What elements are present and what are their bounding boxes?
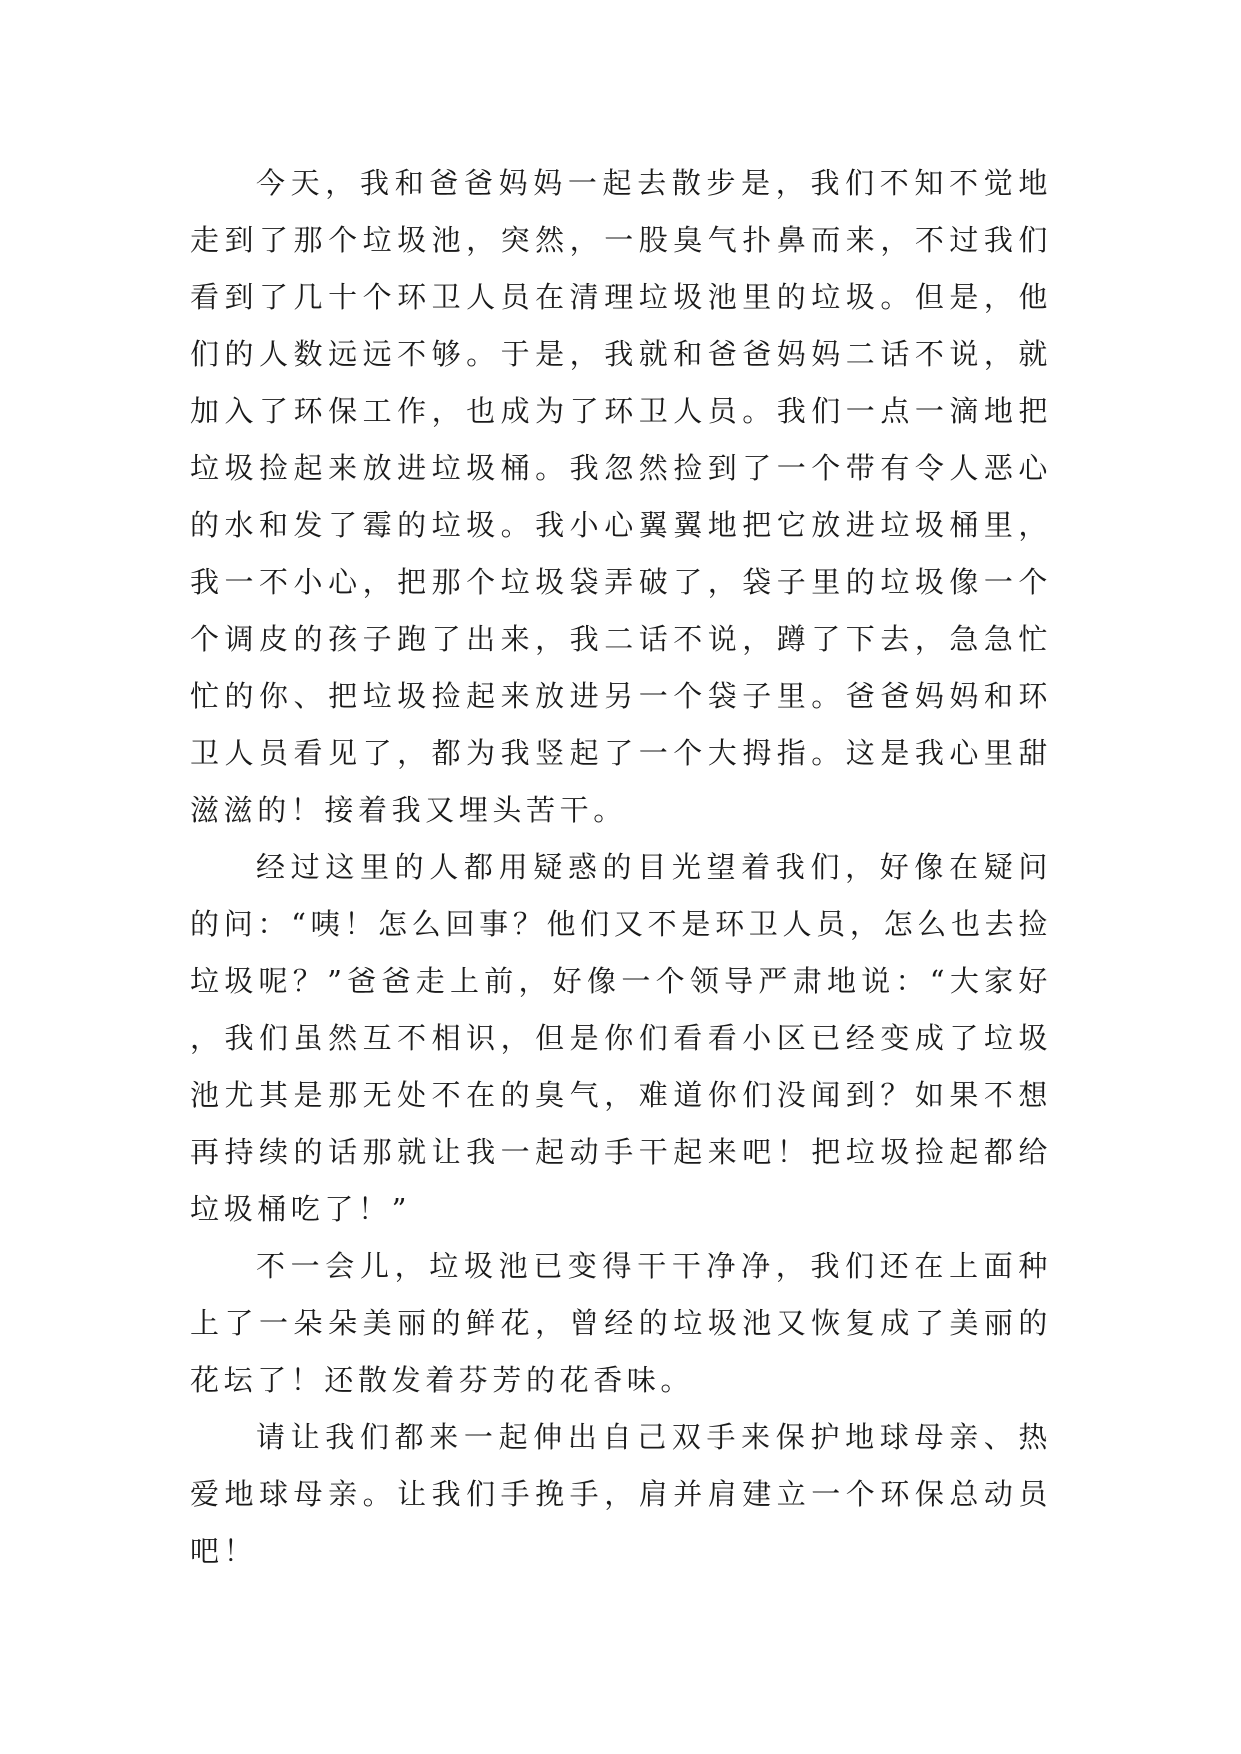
paragraph-3: 不一会儿，垃圾池已变得干干净净，我们还在上面种上了一朵朵美丽的鲜花，曾经的垃圾池又恢复成了美丽的花坛了！还散发着芬芳的花香味。 bbox=[190, 1249, 1052, 1397]
paragraph-2: 经过这里的人都用疑惑的目光望着我们，好像在疑问的问：“咦！怎么回事？他们又不是环卫人员，怎么也去捡垃圾呢？”爸爸走上前，好像一个领导严肃地说：“大家好，我们虽然互不相识，但是你们看看小区已经变成了垃圾池尤其是那无处不在的臭气，难道你们没闻到？如果不想再持续的话那就让我一起动手干起来吧！把垃圾捡起都给垃圾桶吃了！” bbox=[190, 850, 1052, 1226]
paragraph-4: 请让我们都来一起伸出自己双手来保护地球母亲、热爱地球母亲。让我们手挽手，肩并肩建立一个环保总动员吧！ bbox=[190, 1420, 1052, 1568]
paragraph-1: 今天，我和爸爸妈妈一起去散步是，我们不知不觉地走到了那个垃圾池，突然，一股臭气扑鼻而来，不过我们看到了几十个环卫人员在清理垃圾池里的垃圾。但是，他们的人数远远不够。于是，我就和爸爸妈妈二话不说，就加入了环保工作，也成为了环卫人员。我们一点一滴地把垃圾捡起来放进垃圾桶。我忽然捡到了一个带有令人恶心的水和发了霉的垃圾。我小心翼翼地把它放进垃圾桶里，我一不小心，把那个垃圾袋弄破了，袋子里的垃圾像一个个调皮的孩子跑了出来，我二话不说，蹲了下去，急急忙忙的你、把垃圾捡起来放进另一个袋子里。爸爸妈妈和环卫人员看见了，都为我竖起了一个大拇指。这是我心里甜滋滋的！接着我又埋头苦干。 bbox=[190, 166, 1052, 827]
document-body bbox=[190, 155, 1052, 1580]
